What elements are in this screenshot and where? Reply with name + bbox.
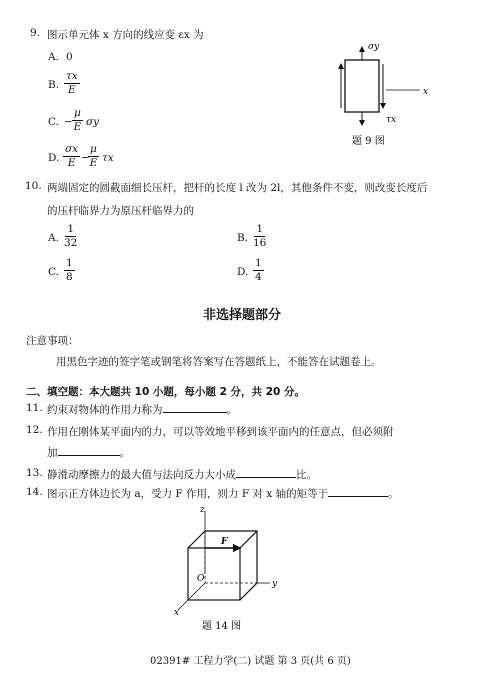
q10-option-c-denominator: 8	[66, 270, 73, 283]
q9-option-b-denominator: E	[68, 83, 76, 96]
y-axis-label: y	[272, 579, 278, 589]
sigma-y-label: σy	[368, 42, 380, 52]
z-axis-label: z	[200, 505, 205, 515]
q12-line-2	[47, 445, 130, 460]
q9-option-d-numerator-1: σx	[65, 143, 79, 155]
cube-edge-top-left	[188, 531, 205, 548]
q9-option-d-label: D.	[48, 152, 60, 164]
q12-end: 。	[119, 447, 130, 459]
x-axis-label: x	[423, 87, 429, 97]
q11-end: 。	[226, 404, 237, 416]
q13-answer-blank	[236, 468, 296, 478]
q14-text: 图示正方体边长为 a，受力 F 作用，则力 F 对 x 轴的矩等于	[47, 488, 329, 500]
q9-option-c-numerator: μ	[74, 107, 81, 119]
q10-option-b-numerator: 1	[256, 223, 264, 235]
q10-option-c-label: C.	[48, 266, 59, 278]
q12-line-1: 作用在刚体某平面内的力，可以等效地平移到该平面内的任意点，但必须附	[47, 426, 394, 438]
page-footer: 02391# 工程力学(二) 试题 第 3 页(共 6 页)	[150, 656, 351, 667]
q14-number: 14.	[26, 486, 43, 498]
q9-option-c-fraction	[72, 108, 83, 132]
q10-option-a-label: A.	[48, 232, 59, 244]
q10-line-2: 的压杆临界力为原压杆临界力的	[47, 205, 194, 217]
q10-option-d-denominator: 4	[255, 270, 262, 283]
q10-option-d-label: D.	[237, 266, 249, 278]
q9-option-b-label: B.	[48, 79, 60, 91]
q9-option-c-sign: −	[64, 116, 73, 128]
q10-option-a-denominator: 32	[64, 236, 78, 249]
q14-line	[47, 486, 399, 501]
notice-title: 注意事项：	[26, 335, 79, 347]
q9-option-d-denominator-2: E	[89, 156, 98, 169]
q9-option-d-tail: τx	[102, 152, 114, 164]
q9-figure	[320, 36, 440, 156]
q9-option-d-denominator-1: E	[67, 156, 76, 169]
q13-number: 13.	[26, 467, 43, 479]
q9-option-b-numerator: τx	[66, 70, 78, 82]
q10-option-d-numerator: 1	[255, 257, 262, 269]
q9-option-a-label: A.	[48, 51, 59, 63]
q13-end: 比。	[296, 469, 317, 481]
q14-answer-blank	[328, 487, 388, 497]
q11-line	[47, 402, 237, 417]
q10-option-c-fraction	[64, 258, 75, 282]
q10-option-a-numerator: 1	[67, 223, 75, 235]
tau-x-label: τx	[386, 115, 397, 125]
q10-option-c-numerator: 1	[66, 257, 73, 269]
q14-end: 。	[388, 488, 399, 500]
element-square	[345, 60, 379, 112]
q13-line	[47, 467, 317, 482]
q12-answer-blank	[58, 446, 120, 456]
q13-text: 静滑动摩擦力的最大值与法向反力大小成	[47, 469, 236, 481]
q10-option-b-denominator: 16	[253, 236, 267, 249]
q9-option-c-label: C.	[48, 116, 59, 128]
q9-option-b-fraction	[64, 71, 80, 95]
x-axis-label: x	[174, 608, 180, 618]
q9-option-c-tail: σy	[86, 116, 100, 128]
q14-figure-caption: 题 14 图	[202, 621, 242, 632]
section-title: 非选择题部分	[203, 308, 282, 323]
q9-option-a-value: 0	[66, 51, 73, 63]
q9-option-d-numerator-2: μ	[90, 143, 97, 155]
q12-line-2-text: 加	[47, 447, 58, 459]
q9-option-d-fraction-2	[88, 144, 99, 168]
q11-number: 11.	[26, 402, 43, 414]
notice-text: 用黑色字迹的签字笔或钢笔将答案写在答题纸上，不能答在试题卷上。	[56, 356, 382, 368]
q14-figure	[170, 503, 290, 635]
q10-option-d-fraction	[253, 258, 264, 282]
q10-line-1: 两端固定的圆截面细长压杆，把杆的长度 l 改为 2l，其他条件不变，则改变长度后	[47, 182, 428, 194]
q9-option-c-denominator: E	[73, 120, 82, 133]
q10-number: 10.	[25, 180, 42, 192]
x-axis	[178, 583, 205, 610]
force-f-label: F	[221, 537, 228, 547]
part-two-header: 二、填空题：本大题共 10 小题，每小题 2 分，共 20 分。	[26, 386, 305, 398]
q12-number: 12.	[26, 424, 43, 436]
q10-option-a-fraction	[64, 224, 77, 248]
origin-label: O	[197, 574, 205, 584]
q10-option-b-fraction	[253, 224, 266, 248]
q9-option-d-fraction-1	[63, 144, 80, 168]
cube-edge-top-right	[240, 531, 257, 548]
q9-stem: 图示单元体 x 方向的线应变 εx 为	[47, 29, 204, 41]
q9-number: 9.	[30, 27, 41, 39]
q10-option-b-label: B.	[237, 232, 249, 244]
q9-figure-caption: 题 9 图	[352, 136, 385, 147]
cube-back-edges	[205, 531, 257, 600]
q11-text: 约束对物体的作用力称为	[47, 404, 163, 416]
q11-answer-blank	[163, 403, 227, 413]
q9-option-d-minus: −	[81, 152, 90, 164]
